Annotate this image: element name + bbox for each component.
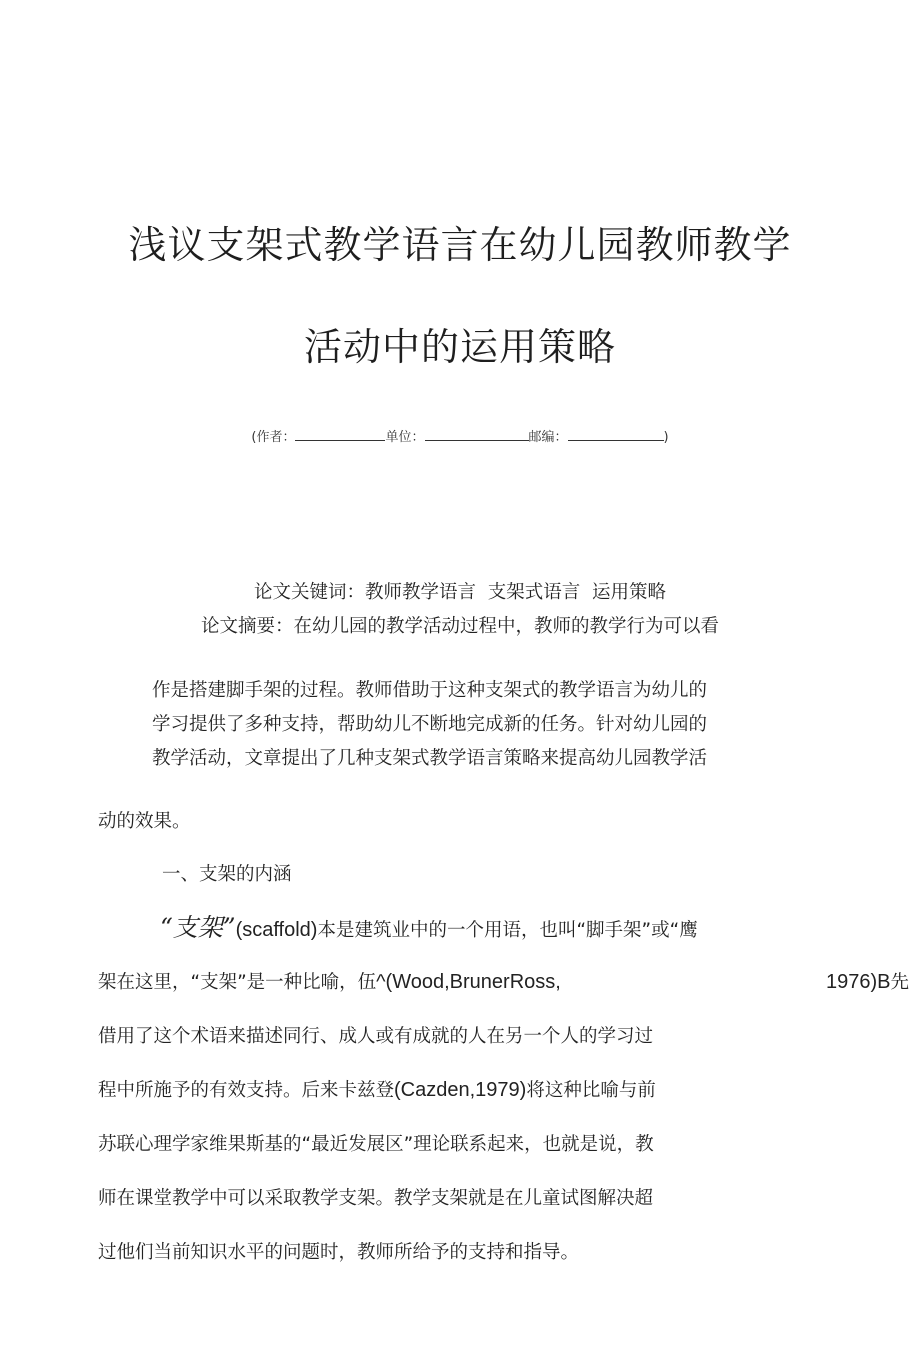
abstract-line: 学习提供了多种支持，帮助幼儿不断地完成新的任务。针对幼儿园的 — [152, 714, 708, 735]
section-paragraph-line: 借用了这个术语来描述同行、成人或有成就的人在另一个人的学习过 — [98, 1026, 654, 1047]
paragraph-text: 程中所施予的有效支持。后来卡兹登 — [98, 1080, 395, 1101]
keyword-item: 运用策略 — [592, 582, 667, 603]
section-paragraph-line: 过他们当前知识水平的问题时，教师所给予的支持和指导。 — [98, 1242, 580, 1263]
keywords-line — [0, 578, 920, 604]
abstract-line: 作是搭建脚手架的过程。教师借助于这种支架式的教学语言为幼儿的 — [152, 680, 708, 701]
citation-cazden: (Cazden,1979) — [394, 1079, 527, 1101]
section-paragraph-line: 师在课堂教学中可以采取教学支架。教学支架就是在儿童试图解决超 — [98, 1188, 654, 1209]
byline-close-paren: ) — [663, 430, 669, 445]
section-heading: 一、支架的内涵 — [162, 864, 292, 885]
author-blank — [295, 428, 385, 441]
abstract-line: 教学活动，文章提出了几种支架式教学语言策略来提高幼儿园教学活 — [152, 748, 708, 769]
paragraph-text: 本是建筑业中的一个用语，也叫“脚手架”或“鹰 — [317, 920, 698, 941]
section-paragraph-line — [98, 968, 910, 996]
abstract-line: 动的效果。 — [98, 811, 191, 832]
document-title-line-2: 活动中的运用策略 — [303, 325, 616, 369]
unit-label: 单位： — [385, 430, 425, 445]
byline-open-paren: ( — [251, 430, 257, 445]
citation-year: 1976)B先 — [826, 971, 910, 993]
author-label: 作者： — [256, 430, 296, 445]
paragraph-text: 将这种比喻与前 — [526, 1080, 656, 1101]
keyword-item: 支架式语言 — [487, 582, 581, 603]
paragraph-text: 架在这里，“支架”是一种比喻，伍 — [98, 972, 377, 993]
section-paragraph-line — [98, 1076, 656, 1102]
section-paragraph-line — [160, 908, 698, 944]
keyword-item: 教师教学语言 — [364, 582, 476, 603]
keywords-label: 论文关键词： — [253, 582, 365, 603]
zip-label: 邮编： — [528, 430, 568, 445]
unit-blank — [425, 428, 529, 441]
zip-blank — [568, 428, 664, 441]
section-paragraph-line: 苏联心理学家维果斯基的“最近发展区”理论联系起来，也就是说，教 — [98, 1134, 654, 1155]
scaffold-quoted-term: “支架” — [160, 913, 236, 942]
author-byline — [0, 426, 920, 445]
abstract-first-line: 论文摘要：在幼儿园的教学活动过程中，教师的教学行为可以看 — [200, 616, 719, 637]
citation-authors: ^(Wood,BrunerRoss, — [376, 971, 561, 993]
scaffold-english-term: (scaffold) — [235, 919, 318, 941]
document-title-line-1: 浅议支架式教学语言在幼儿园教师教学 — [128, 223, 792, 267]
